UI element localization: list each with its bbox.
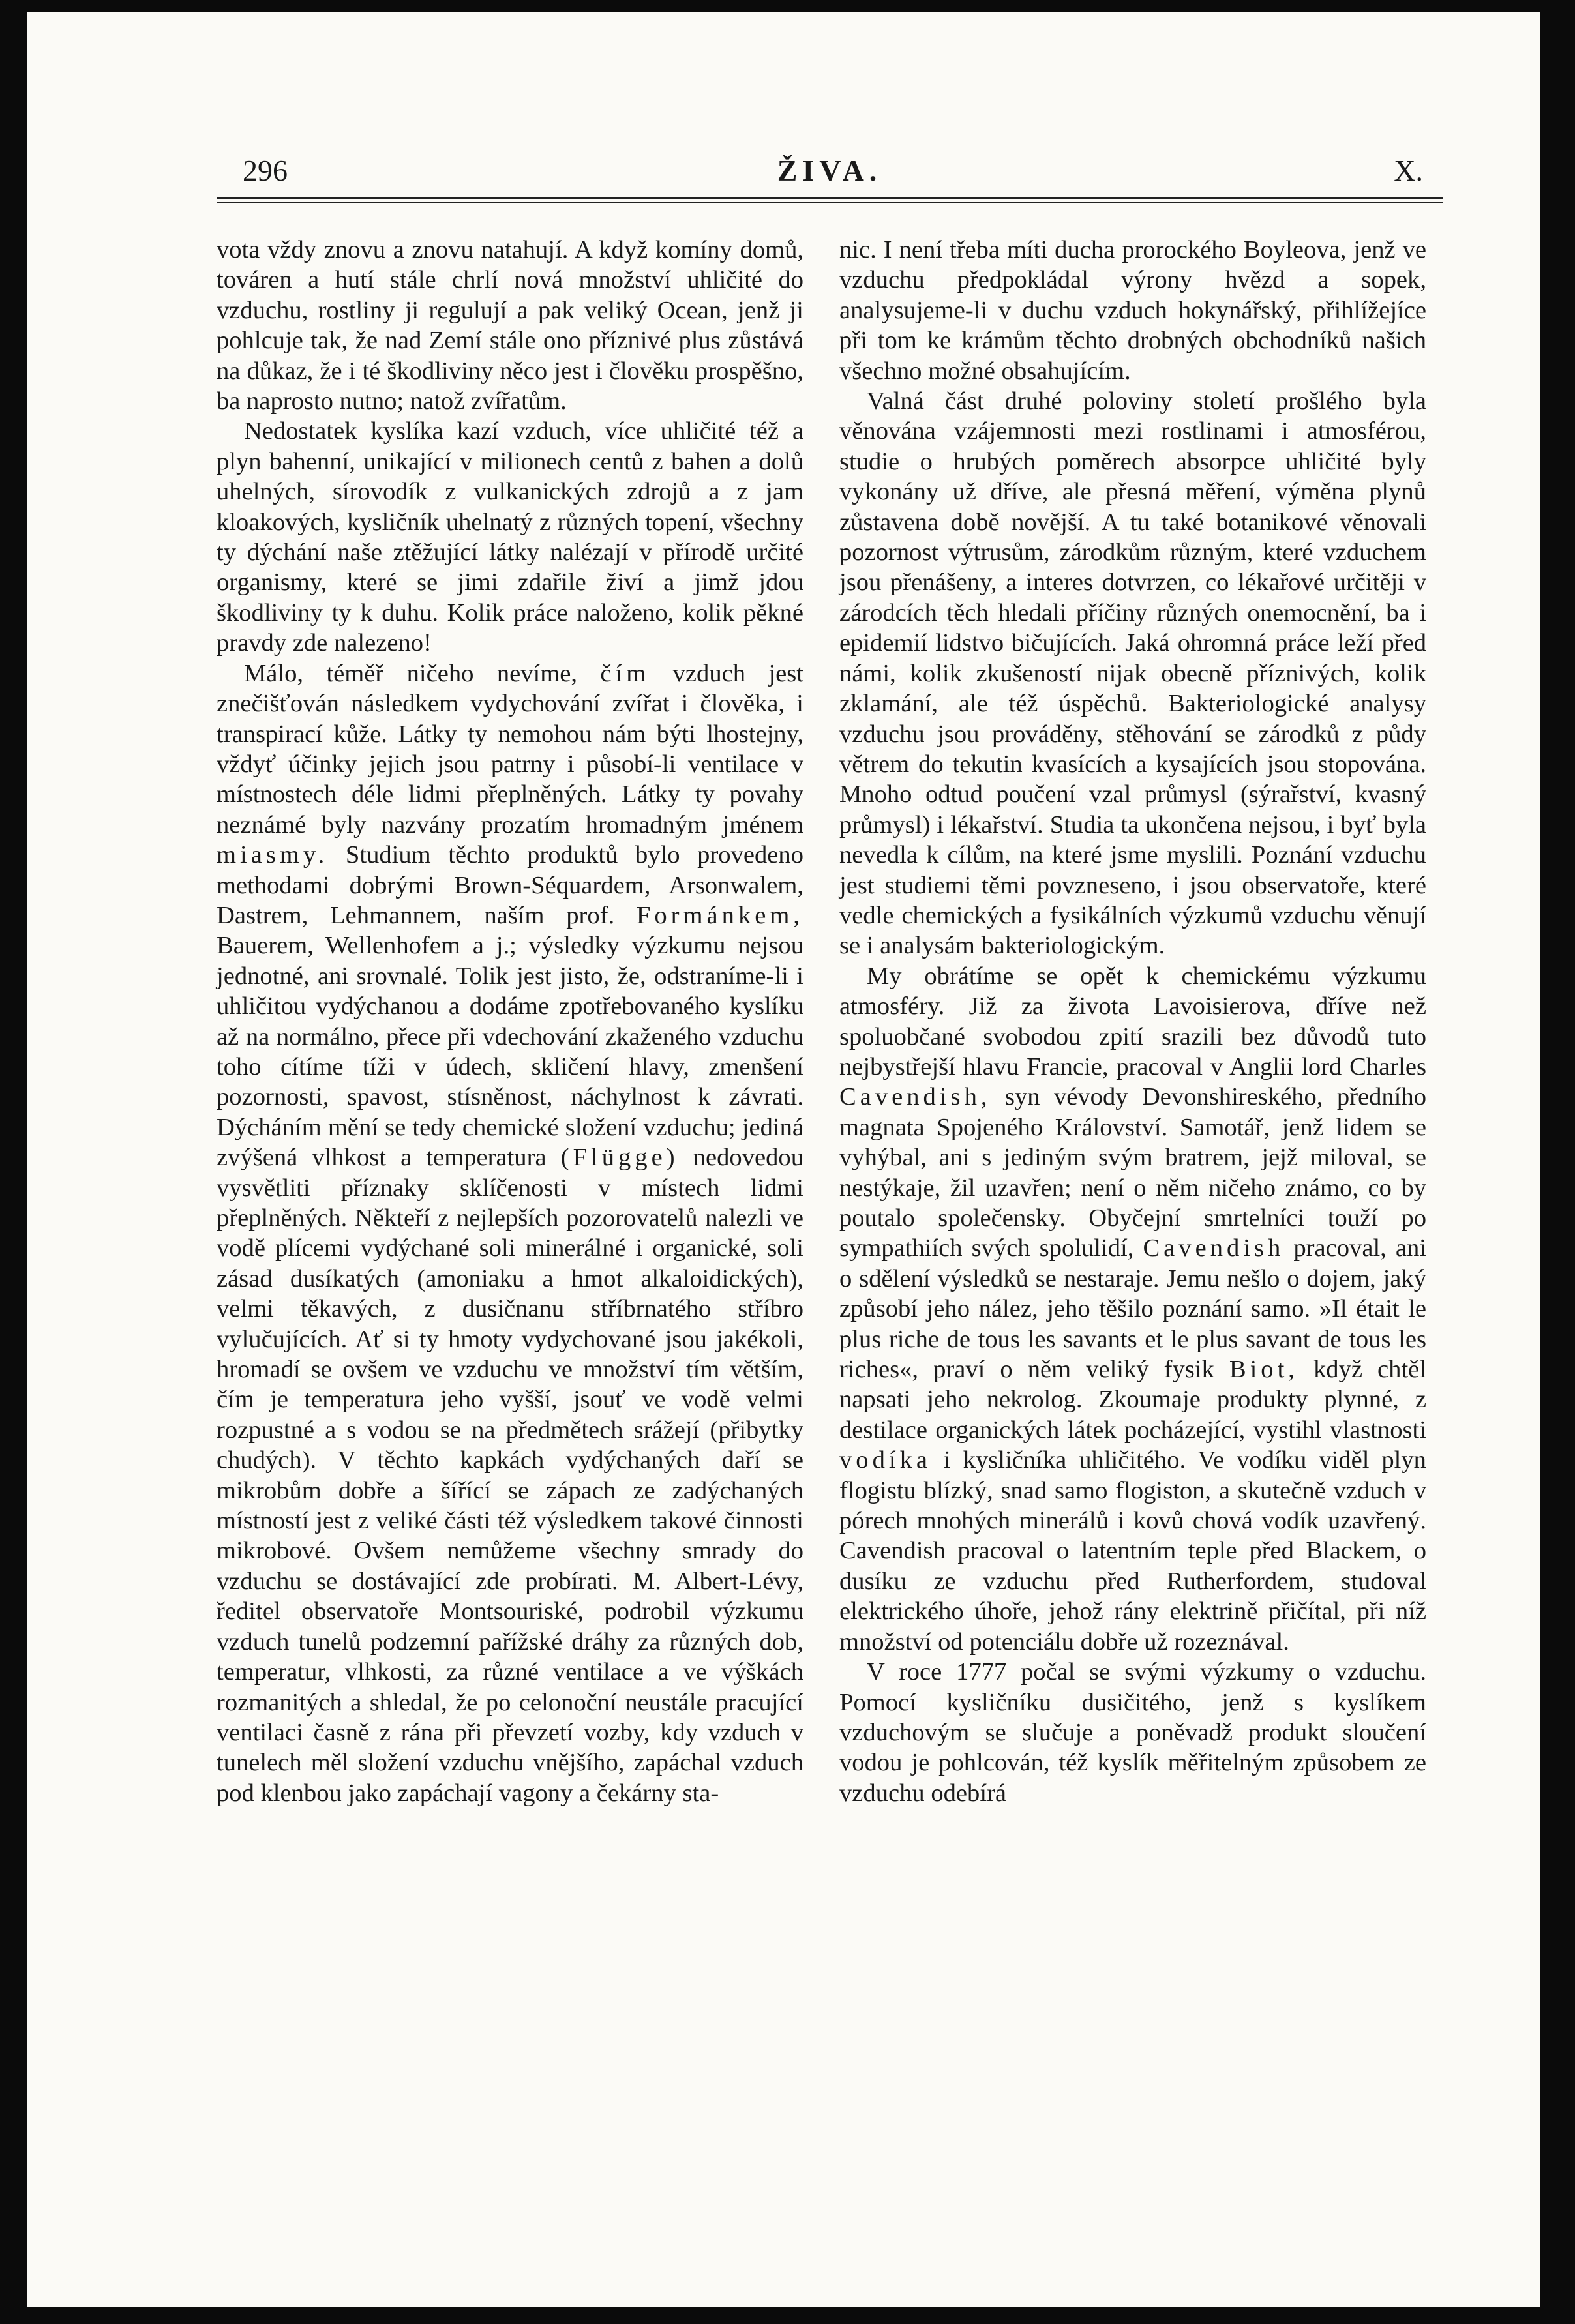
page-number: 296	[243, 154, 288, 187]
volume-number: X.	[1394, 154, 1423, 187]
left-column	[217, 235, 803, 2106]
emphasis: Cavendish	[1143, 1234, 1285, 1262]
emphasis: miasmy.	[217, 841, 329, 869]
emphasis: Biot,	[1229, 1356, 1298, 1384]
emphasis: Cavendish,	[839, 1083, 991, 1111]
emphasis: vodíka	[839, 1446, 931, 1474]
paragraph: My obrátíme se opět k chemickému výzkumu atmosféry. Již za života Lavoisierova, dříve než spoluobčané svobodou zpití srazili bez důvodů tuto nejbystřejší hlavu Francie, pracoval v Anglii lord Charles Cavendish, syn vévody Devonshireského, předního magnata Spojeného Království. Samotář, jenž lidem se vyhýbal, ani s jediným svým bratrem, jejž miloval, se nestýkaje, žil uzavřen; není o něm ničeho známo, co by poutalo společensky. Obyčejní smrtelníci touží po sympathiích svých spolulidí, Cavendish pracoval, ani o sdělení výsledků se nestaraje. Jemu nešlo o dojem, jaký způsobí jeho nález, jeho těšilo poznání samo. »Il était le plus riche de tous les savants et le plus savant de tous les riches«, praví o něm veliký fysik Biot, když chtěl napsati jeho nekrolog. Zkoumaje produkty plynné, z destilace organických látek pocházející, vystihl vlastnosti vodíka i kysličníka uhličitého. Ve vodíku viděl plyn flogistu blízký, snad samo flogiston, a skutečně vzduch v pórech mnohých minerálů i kovů chová vodík uzavřený. Cavendish pracoval o latentním teple před Blackem, o dusíku ze vzduchu před Rutherfordem, studoval elektrického úhoře, jehož rány elektrině přičítal, při níž množství od potenciálu dobře už rozeznával.	[839, 962, 1426, 1656]
paragraph: Valná část druhé poloviny století prošlého byla věnována vzájemnosti mezi rostlinami i atmosférou, studie o hrubých poměrech absorpce uhličité byly vykonány už dříve, ale přesná měření, výměna plynů zůstavena době novější. A tu také botanikové věnovali pozornost výtrusům, zárodkům různým, které vzduchem jsou přenášeny, a interes dotvrzen, co lékařové určitěji v zárodcích těch hledali příčiny různých onemocnění, ba i epidemií lidstvo bičujících. Jaká ohromná práce leží před námi, kolik zkušeností nijak obecně příznivých, kolik zklamání, ale též úspěchů. Bakteriologické analysy vzduchu jsou prováděny, stěhování se zárodků z půdy větrem do tekutin kvasících a kysajících jsou stopována. Mnoho odtud poučení vzal průmysl (sýrařství, kvasný průmysl) i lékařství. Studia ta ukončena nejsou, i byť byla nevedla k cílům, na které jsme myslili. Poznání vzduchu jest studiemi těmi povzneseno, i jsou observatoře, které vedle chemických a fysikálních výzkumů vzduchu věnují se i analysám bakteriologickým.	[839, 387, 1426, 960]
paragraph: Málo, téměř ničeho nevíme, čím vzduch jest znečišťován následkem vydychování zvířat i člověka, i transpirací kůže. Látky ty nemohou nám býti lhostejny, vždyť účinky jejich jsou patrny i působí-li ventilace v místnostech déle lidmi přeplněných. Látky ty povahy neznámé byly nazvány prozatím hromadným jménem miasmy. Studium těchto produktů bylo provedeno methodami dobrými Brown-Séquardem, Arsonwalem, Dastrem, Lehmannem, naším prof. Formánkem, Bauerem, Wellenhofem a j.; výsledky výzkumu nejsou jednotné, ani srovnalé. Tolik jest jisto, že, odstraníme-li i uhličitou vydýchanou a dodáme zpotřebovaného kyslíku až na normálno, přece při vdechování zkaženého vzduchu toho cítíme tíži v údech, skličení hlavy, zmenšení pozornosti, spavost, stísněnost, náchylnost k závrati. Dýcháním mění se tedy chemické složení vzduchu; jediná zvýšená vlhkost a temperatura (Flügge) nedovedou vysvětliti příznaky sklíčenosti v místech lidmi přeplněných. Někteří z nejlepších pozorovatelů nalezli ve vodě plícemi vydýchané soli minerálné i organické, soli zásad dusíkatých (amoniaku a hmot alkaloidických), velmi těkavých, z dusičnanu stříbrnatého stříbro vylučujících. Ať si ty hmoty vydychované jsou jakékoli, hromadí se ovšem ve vzduchu ve množství tím větším, čím je temperatura jeho vyšší, jsouť ve vodě velmi rozpustné a s vodou se na předmětech srážejí (přibytky chudých). V těchto kapkách vydýchaných daří se mikrobům dobře a šířící se zápach ze zadýchaných místností jest z veliké části též výsledkem takové činnosti mikrobové. Ovšem nemůžeme všechny smrady do vzduchu se dostávající zde probírati. M. Albert-Lévy, ředitel observatoře Montsouriské, podrobil výzkumu vzduch tunelů podzemní pařížské dráhy za různých dob, temperatur, vlhkosti, za různé ventilace a ve výškách rozmanitých a shledal, že po celonoční neustále pracující ventilaci časně z rána při převzetí vozby, kdy vzduch v tunelech měl složení vzduchu vnějšího, zapáchal vzduch pod klenbou jako zapáchají vagony a čekárny sta-	[217, 659, 803, 1807]
emphasis: čím	[600, 659, 650, 687]
header-rule	[217, 197, 1443, 203]
emphasis: Formánkem,	[636, 901, 803, 929]
page	[27, 12, 1540, 2307]
paragraph: V roce 1777 počal se svými výzkumy o vzduchu. Pomocí kysličníku dusičitého, jenž s kyslíkem vzduchovým se slučuje a poněvadž produkt sloučení vodou je pohlcován, též kyslík měřitelným způsobem ze vzduchu odebírá	[839, 1658, 1426, 1807]
right-column	[839, 235, 1426, 2106]
paragraph: Nedostatek kyslíka kazí vzduch, více uhličité též a plyn bahenní, unikající v milionech centů z bahen a dolů uhelných, sírovodík z vulkanických zdrojů a z jam kloakových, kysličník uhelnatý z různých topení, všechny ty dýchání naše ztěžující látky nalézají v přírodě určité organismy, které se jimi zdařile živí a jimž jdou škodliviny ty k duhu. Kolik práce naloženo, kolik pěkné pravdy zde nalezeno!	[217, 417, 803, 657]
running-header	[217, 150, 1443, 192]
journal-title: ŽIVA.	[777, 154, 882, 187]
paragraph: nic. I není třeba míti ducha prorockého Boyleova, jenž ve vzduchu předpokládal výrony hvězd a sopek, analysujeme-li v duchu vzduch hokynářský, přihlížejíce při tom ke krámům těchto drobných obchodníků našich všechno možné obsahujícím.	[839, 236, 1426, 385]
emphasis: (Flügge)	[560, 1144, 679, 1172]
paragraph: vota vždy znovu a znovu natahují. A když komíny domů, továren a hutí stále chrlí nová množství uhličité do vzduchu, rostliny ji regulují a pak veliký Ocean, jenž ji pohlcuje tak, že nad Zemí stále ono příznivé plus zůstává na důkaz, že i té škodliviny něco jest i člověku prospěšno, ba naprosto nutno; natož zvířatům.	[217, 236, 803, 415]
